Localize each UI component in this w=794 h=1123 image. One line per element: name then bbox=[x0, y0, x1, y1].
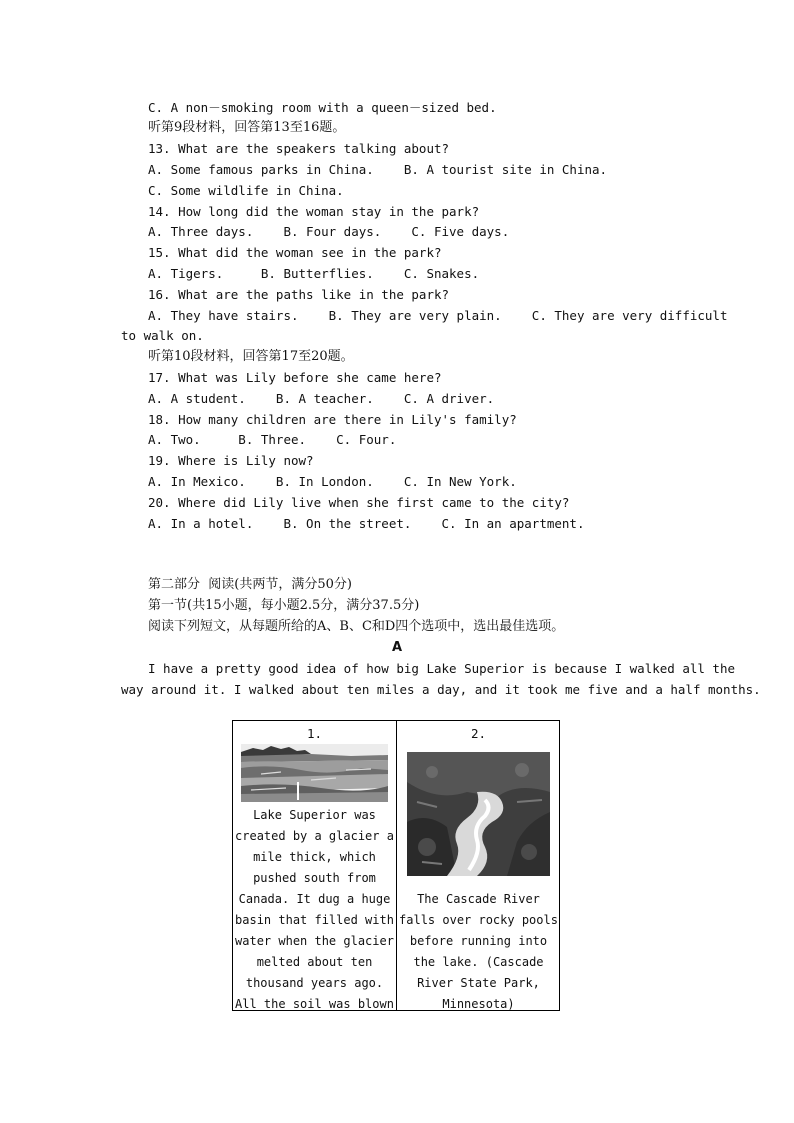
question-19: 19. Where is Lily now? bbox=[148, 453, 314, 468]
caption-line: Minnesota) bbox=[442, 997, 515, 1011]
photo-caption bbox=[233, 805, 396, 1015]
caption-line: The Cascade River bbox=[417, 892, 540, 906]
question-16: 16. What are the paths like in the park? bbox=[148, 287, 450, 302]
lake-superior-photo bbox=[241, 744, 388, 802]
caption-line: created by a glacier a bbox=[235, 829, 394, 843]
question-13: 13. What are the speakers talking about? bbox=[148, 141, 450, 156]
option-c-previous: C. A non－smoking room with a queen－sized bed. bbox=[148, 100, 497, 115]
photo-cell-2 bbox=[397, 721, 560, 1010]
question-19-options: A. In Mexico. B. In London. C. In New York. bbox=[148, 474, 517, 489]
caption-line: All the soil was blown bbox=[235, 997, 394, 1011]
photo-number: 2. bbox=[470, 726, 487, 741]
question-17-options: A. A student. B. A teacher. C. A driver. bbox=[148, 391, 495, 406]
section10-header: 听第10段材料，回答第17至20题。 bbox=[148, 349, 354, 364]
question-14-options: A. Three days. B. Four days. C. Five days. bbox=[148, 224, 510, 239]
section1-title: 第一节(共15小题，每小题2.5分，满分37.5分) bbox=[148, 598, 420, 613]
question-20: 20. Where did Lily live when she first came to the city? bbox=[148, 495, 570, 510]
section9-header: 听第9段材料，回答第13至16题。 bbox=[148, 120, 346, 135]
passage-paragraph-line1: I have a pretty good idea of how big Lake Superior is because I walked all the bbox=[148, 661, 735, 676]
caption-line: mile thick, which bbox=[253, 850, 376, 864]
photo-cell-1 bbox=[233, 721, 397, 1010]
question-18-options: A. Two. B. Three. C. Four. bbox=[148, 432, 397, 447]
cascade-river-photo bbox=[407, 752, 550, 876]
caption-line: falls over rocky pools bbox=[399, 913, 558, 927]
question-16-options: A. They have stairs. B. They are very plain. C. They are very difficult bbox=[148, 308, 728, 323]
caption-line: Canada. It dug a huge bbox=[238, 892, 391, 906]
caption-line: the lake. (Cascade bbox=[413, 955, 544, 969]
passage-paragraph-line2: way around it. I walked about ten miles a day, and it took me five and a half months. bbox=[121, 682, 761, 697]
question-18: 18. How many children are there in Lily's family? bbox=[148, 412, 517, 427]
photo-table bbox=[232, 720, 560, 1011]
question-20-options: A. In a hotel. B. On the street. C. In an apartment. bbox=[148, 516, 585, 531]
photo-number: 1. bbox=[306, 726, 323, 741]
caption-line: before running into bbox=[409, 934, 548, 948]
caption-line: River State Park, bbox=[417, 976, 540, 990]
photo-caption bbox=[397, 889, 560, 1015]
question-16-options-continued: to walk on. bbox=[121, 328, 204, 343]
caption-line: melted about ten bbox=[256, 955, 373, 969]
reading-instruction: 阅读下列短文，从每题所给的A、B、C和D四个选项中，选出最佳选项。 bbox=[148, 619, 565, 634]
part2-title: 第二部分 阅读(共两节，满分50分) bbox=[148, 577, 352, 592]
caption-line: Lake Superior was bbox=[253, 808, 376, 822]
caption-line: thousand years ago. bbox=[245, 976, 384, 990]
passage-label: A bbox=[391, 640, 403, 655]
caption-line: pushed south from bbox=[253, 871, 376, 885]
question-15: 15. What did the woman see in the park? bbox=[148, 245, 442, 260]
question-17: 17. What was Lily before she came here? bbox=[148, 370, 442, 385]
caption-line: basin that filled with bbox=[235, 913, 394, 927]
caption-line: water when the glacier bbox=[235, 934, 394, 948]
question-14: 14. How long did the woman stay in the park? bbox=[148, 204, 480, 219]
question-15-options: A. Tigers. B. Butterflies. C. Snakes. bbox=[148, 266, 480, 281]
question-13-options-ab: A. Some famous parks in China. B. A tourist site in China. bbox=[148, 162, 608, 177]
question-13-option-c: C. Some wildlife in China. bbox=[148, 183, 344, 198]
